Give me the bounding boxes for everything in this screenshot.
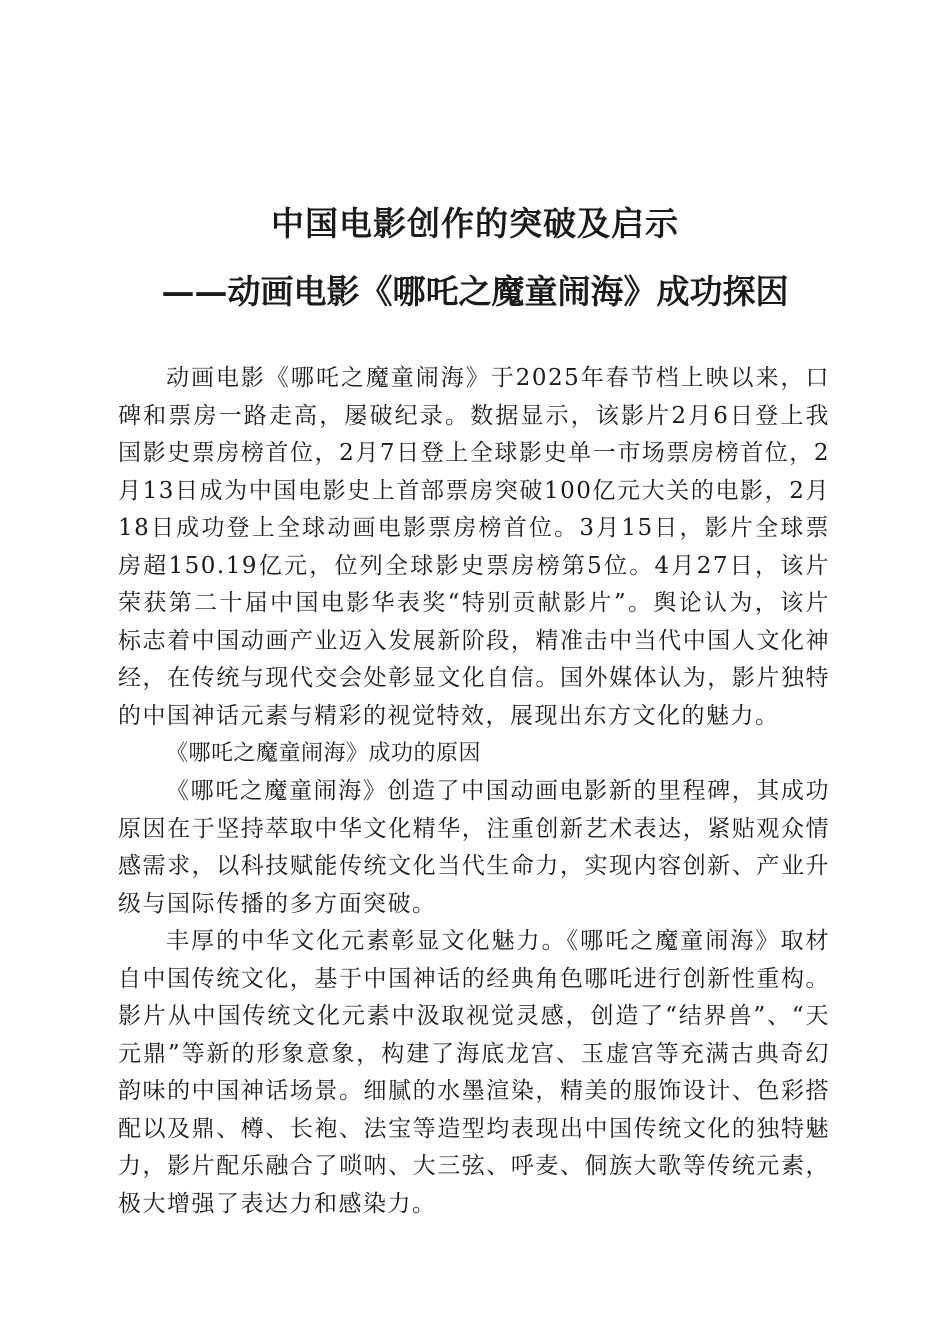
document-subtitle: ——动画电影《哪吒之魔童闹海》成功探因	[161, 272, 789, 311]
section-paragraph-2: 丰厚的中华文化元素彰显文化魅力。《哪吒之魔童闹海》取材自中国传统文化，基于中国神话的经典角色哪吒进行创新性重构。影片从中国传统文化元素中汲取视觉灵感，创造了“结界兽”、“天元鼎”等新的形象意象，构建了海底龙宫、玉虚宫等充满古典奇幻韵味的中国神话场景。细腻的水墨渲染，精美的服饰设计、色彩搭配以及鼎、樽、长袍、法宝等造型均表现出中国传统文化的独特魅力，影片配乐融合了唢呐、大三弦、呼麦、侗族大歌等传统元素，极大增强了表达力和感染力。	[118, 928, 830, 1217]
section-heading: 《哪吒之魔童闹海》成功的原因	[166, 741, 482, 766]
document-title: 中国电影创作的突破及启示	[271, 204, 679, 243]
document-body	[118, 360, 830, 1223]
intro-paragraph: 动画电影《哪吒之魔童闹海》于2025年春节档上映以来，口碑和票房一路走高，屡破纪录。数据显示，该影片2月6日登上我国影史票房榜首位，2月7日登上全球影史单一市场票房榜首位，2月13日成为中国电影史上首部票房突破100亿元大关的电影，2月18日成功登上全球动画电影票房榜首位。3月15日，影片全球票房超150.19亿元，位列全球影史票房榜第5位。4月27日，该片荣获第二十届中国电影华表奖“特别贡献影片”。舆论认为，该片标志着中国动画产业迈入发展新阶段，精准击中当代中国人文化神经，在传统与现代交会处彰显文化自信。国外媒体认为，影片独特的中国神话元素与精彩的视觉特效，展现出东方文化的魅力。	[118, 365, 830, 729]
section-paragraph-1: 《哪吒之魔童闹海》创造了中国动画电影新的里程碑，其成功原因在于坚持萃取中华文化精华，注重创新艺术表达，紧贴观众情感需求，以科技赋能传统文化当代生命力，实现内容创新、产业升级与国际传播的多方面突破。	[118, 778, 830, 917]
